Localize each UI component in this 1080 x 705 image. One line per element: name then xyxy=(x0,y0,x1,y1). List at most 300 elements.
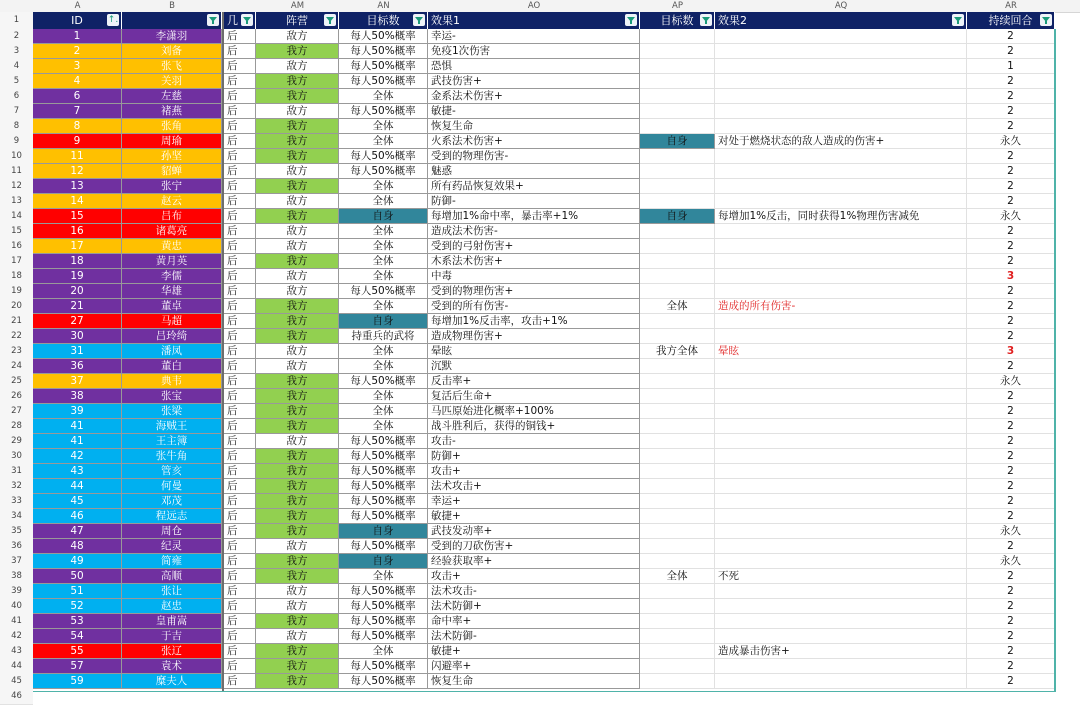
cell-target-count-2[interactable] xyxy=(640,494,715,509)
row-number[interactable]: 35 xyxy=(0,524,33,540)
cell-camp[interactable]: 敌方 xyxy=(256,29,339,44)
cell-hidden-col[interactable]: 后 xyxy=(224,644,256,659)
cell-id[interactable]: 39 xyxy=(33,404,122,419)
cell-name[interactable]: 貂蝉 xyxy=(122,164,222,179)
cell-target-count[interactable]: 全体 xyxy=(339,224,428,239)
cell-target-count[interactable]: 全体 xyxy=(339,404,428,419)
cell-effect1[interactable]: 恢复生命 xyxy=(428,119,640,134)
cell-effect2[interactable] xyxy=(715,89,967,104)
cell-effect2[interactable] xyxy=(715,404,967,419)
cell-id[interactable]: 8 xyxy=(33,119,122,134)
row-number[interactable]: 28 xyxy=(0,419,33,435)
cell-target-count[interactable]: 每人50%概率 xyxy=(339,539,428,554)
cell-target-count[interactable]: 自身 xyxy=(339,209,428,224)
row-number[interactable]: 23 xyxy=(0,344,33,360)
cell-hidden-col[interactable]: 后 xyxy=(224,464,256,479)
cell-id[interactable]: 55 xyxy=(33,644,122,659)
col-letter-ap[interactable]: AP xyxy=(672,1,683,11)
cell-hidden-col[interactable]: 后 xyxy=(224,89,256,104)
cell-name[interactable]: 李儒 xyxy=(122,269,222,284)
cell-target-count-2[interactable] xyxy=(640,239,715,254)
cell-duration[interactable]: 3 xyxy=(967,269,1055,284)
cell-target-count-2[interactable]: 我方全体 xyxy=(640,344,715,359)
cell-target-count[interactable]: 全体 xyxy=(339,419,428,434)
cell-effect1[interactable]: 魅惑 xyxy=(428,164,640,179)
cell-name[interactable]: 刘备 xyxy=(122,44,222,59)
cell-effect1[interactable]: 沉默 xyxy=(428,359,640,374)
cell-hidden-col[interactable]: 后 xyxy=(224,224,256,239)
cell-duration[interactable]: 2 xyxy=(967,419,1055,434)
cell-duration[interactable]: 2 xyxy=(967,479,1055,494)
cell-target-count-2[interactable]: 自身 xyxy=(640,209,715,224)
cell-name[interactable]: 董白 xyxy=(122,359,222,374)
col-letter-b[interactable]: B xyxy=(169,1,175,11)
cell-duration[interactable]: 2 xyxy=(967,404,1055,419)
cell-name[interactable]: 张飞 xyxy=(122,59,222,74)
cell-effect1[interactable]: 幸运+ xyxy=(428,494,640,509)
cell-hidden-col[interactable]: 后 xyxy=(224,449,256,464)
cell-effect2[interactable] xyxy=(715,59,967,74)
cell-effect2[interactable] xyxy=(715,374,967,389)
cell-camp[interactable]: 我方 xyxy=(256,329,339,344)
cell-effect1[interactable]: 金系法术伤害+ xyxy=(428,89,640,104)
cell-effect1[interactable]: 恢复生命 xyxy=(428,674,640,689)
cell-target-count[interactable]: 全体 xyxy=(339,239,428,254)
cell-hidden-col[interactable]: 后 xyxy=(224,509,256,524)
cell-duration[interactable]: 2 xyxy=(967,584,1055,599)
row-number[interactable]: 27 xyxy=(0,404,33,420)
cell-target-count[interactable]: 每人50%概率 xyxy=(339,464,428,479)
cell-id[interactable]: 1 xyxy=(33,29,122,44)
cell-effect2[interactable] xyxy=(715,389,967,404)
cell-camp[interactable]: 我方 xyxy=(256,464,339,479)
cell-duration[interactable]: 2 xyxy=(967,659,1055,674)
cell-name[interactable]: 潘凤 xyxy=(122,344,222,359)
cell-camp[interactable]: 敌方 xyxy=(256,629,339,644)
header-camp[interactable] xyxy=(256,12,339,29)
cell-effect1[interactable]: 免疫1次伤害 xyxy=(428,44,640,59)
cell-effect2[interactable] xyxy=(715,74,967,89)
cell-effect2[interactable]: 造成的所有伤害- xyxy=(715,299,967,314)
cell-camp[interactable]: 我方 xyxy=(256,479,339,494)
cell-target-count-2[interactable] xyxy=(640,269,715,284)
cell-effect2[interactable] xyxy=(715,449,967,464)
cell-target-count-2[interactable] xyxy=(640,164,715,179)
cell-duration[interactable]: 永久 xyxy=(967,524,1055,539)
cell-target-count[interactable]: 每人50%概率 xyxy=(339,449,428,464)
cell-target-count-2[interactable] xyxy=(640,464,715,479)
cell-effect1[interactable]: 幸运- xyxy=(428,29,640,44)
cell-hidden-col[interactable]: 后 xyxy=(224,569,256,584)
header-b[interactable] xyxy=(122,12,222,29)
cell-effect2[interactable] xyxy=(715,494,967,509)
cell-id[interactable]: 36 xyxy=(33,359,122,374)
cell-effect2[interactable] xyxy=(715,419,967,434)
cell-target-count-2[interactable] xyxy=(640,284,715,299)
cell-duration[interactable]: 2 xyxy=(967,539,1055,554)
cell-camp[interactable]: 我方 xyxy=(256,89,339,104)
cell-duration[interactable]: 2 xyxy=(967,494,1055,509)
cell-camp[interactable]: 我方 xyxy=(256,659,339,674)
header-target-count-2[interactable] xyxy=(640,12,715,29)
cell-id[interactable]: 6 xyxy=(33,89,122,104)
cell-name[interactable]: 张宁 xyxy=(122,179,222,194)
cell-target-count[interactable]: 每人50%概率 xyxy=(339,149,428,164)
cell-id[interactable]: 27 xyxy=(33,314,122,329)
cell-duration[interactable]: 2 xyxy=(967,149,1055,164)
cell-target-count-2[interactable]: 全体 xyxy=(640,569,715,584)
cell-hidden-col[interactable]: 后 xyxy=(224,374,256,389)
cell-target-count[interactable]: 持重兵的武将 xyxy=(339,329,428,344)
cell-effect2[interactable] xyxy=(715,224,967,239)
col-letter-ar[interactable]: AR xyxy=(1005,1,1017,11)
cell-camp[interactable]: 我方 xyxy=(256,134,339,149)
cell-hidden-col[interactable]: 后 xyxy=(224,539,256,554)
cell-name[interactable]: 糜夫人 xyxy=(122,674,222,689)
row-number[interactable]: 6 xyxy=(0,89,33,105)
header-id[interactable] xyxy=(33,12,122,29)
cell-target-count[interactable]: 全体 xyxy=(339,134,428,149)
cell-hidden-col[interactable]: 后 xyxy=(224,674,256,689)
cell-name[interactable]: 孙坚 xyxy=(122,149,222,164)
cell-effect1[interactable]: 恐惧 xyxy=(428,59,640,74)
cell-duration[interactable]: 2 xyxy=(967,29,1055,44)
cell-effect1[interactable]: 受到的物理伤害- xyxy=(428,149,640,164)
cell-id[interactable]: 31 xyxy=(33,344,122,359)
cell-effect1[interactable]: 受到的所有伤害- xyxy=(428,299,640,314)
cell-target-count-2[interactable] xyxy=(640,644,715,659)
cell-duration[interactable]: 2 xyxy=(967,104,1055,119)
row-number[interactable]: 43 xyxy=(0,644,33,660)
cell-id[interactable]: 42 xyxy=(33,449,122,464)
cell-effect2[interactable]: 每增加1%反击，同时获得1%物理伤害减免 xyxy=(715,209,967,224)
cell-duration[interactable]: 2 xyxy=(967,359,1055,374)
cell-id[interactable]: 21 xyxy=(33,299,122,314)
cell-target-count-2[interactable] xyxy=(640,314,715,329)
cell-name[interactable]: 典韦 xyxy=(122,374,222,389)
cell-name[interactable]: 董卓 xyxy=(122,299,222,314)
row-number[interactable]: 40 xyxy=(0,599,33,615)
cell-effect2[interactable] xyxy=(715,539,967,554)
cell-effect1[interactable]: 火系法术伤害+ xyxy=(428,134,640,149)
cell-target-count-2[interactable] xyxy=(640,659,715,674)
cell-duration[interactable]: 2 xyxy=(967,299,1055,314)
cell-name[interactable]: 黄月英 xyxy=(122,254,222,269)
row-number[interactable]: 14 xyxy=(0,209,33,225)
cell-camp[interactable]: 敌方 xyxy=(256,269,339,284)
cell-target-count[interactable]: 全体 xyxy=(339,269,428,284)
cell-target-count[interactable]: 自身 xyxy=(339,314,428,329)
cell-duration[interactable]: 3 xyxy=(967,344,1055,359)
cell-target-count[interactable]: 每人50%概率 xyxy=(339,434,428,449)
col-letter-a[interactable]: A xyxy=(74,1,81,11)
cell-name[interactable]: 皇甫嵩 xyxy=(122,614,222,629)
row-number[interactable]: 16 xyxy=(0,239,33,255)
cell-name[interactable]: 张辽 xyxy=(122,644,222,659)
cell-duration[interactable]: 2 xyxy=(967,164,1055,179)
cell-target-count-2[interactable] xyxy=(640,254,715,269)
cell-target-count[interactable]: 全体 xyxy=(339,644,428,659)
cell-id[interactable]: 2 xyxy=(33,44,122,59)
cell-hidden-col[interactable]: 后 xyxy=(224,209,256,224)
cell-effect2[interactable] xyxy=(715,254,967,269)
cell-id[interactable]: 19 xyxy=(33,269,122,284)
cell-duration[interactable]: 永久 xyxy=(967,554,1055,569)
cell-camp[interactable]: 我方 xyxy=(256,449,339,464)
cell-id[interactable]: 50 xyxy=(33,569,122,584)
cell-effect1[interactable]: 防御+ xyxy=(428,449,640,464)
cell-id[interactable]: 44 xyxy=(33,479,122,494)
row-number[interactable]: 13 xyxy=(0,194,33,210)
cell-camp[interactable]: 敌方 xyxy=(256,224,339,239)
row-number[interactable]: 45 xyxy=(0,674,33,690)
cell-duration[interactable]: 2 xyxy=(967,434,1055,449)
cell-duration[interactable]: 2 xyxy=(967,284,1055,299)
cell-duration[interactable]: 永久 xyxy=(967,374,1055,389)
cell-name[interactable]: 纪灵 xyxy=(122,539,222,554)
cell-effect2[interactable] xyxy=(715,194,967,209)
cell-effect1[interactable]: 命中率+ xyxy=(428,614,640,629)
cell-id[interactable]: 54 xyxy=(33,629,122,644)
cell-effect2[interactable] xyxy=(715,599,967,614)
cell-name[interactable]: 周瑜 xyxy=(122,134,222,149)
cell-hidden-col[interactable]: 后 xyxy=(224,74,256,89)
row-number[interactable]: 5 xyxy=(0,74,33,90)
cell-target-count-2[interactable] xyxy=(640,479,715,494)
cell-target-count[interactable]: 全体 xyxy=(339,194,428,209)
cell-id[interactable]: 30 xyxy=(33,329,122,344)
cell-hidden-col[interactable]: 后 xyxy=(224,44,256,59)
row-number[interactable]: 4 xyxy=(0,59,33,75)
cell-hidden-col[interactable]: 后 xyxy=(224,389,256,404)
cell-effect1[interactable]: 武技发动率+ xyxy=(428,524,640,539)
cell-target-count[interactable]: 每人50%概率 xyxy=(339,479,428,494)
cell-target-count-2[interactable] xyxy=(640,89,715,104)
cell-target-count[interactable]: 自身 xyxy=(339,524,428,539)
cell-name[interactable]: 张梁 xyxy=(122,404,222,419)
cell-hidden-col[interactable]: 后 xyxy=(224,119,256,134)
cell-target-count-2[interactable] xyxy=(640,434,715,449)
row-number[interactable]: 36 xyxy=(0,539,33,555)
cell-hidden-col[interactable]: 后 xyxy=(224,479,256,494)
cell-target-count[interactable]: 全体 xyxy=(339,344,428,359)
cell-id[interactable]: 57 xyxy=(33,659,122,674)
cell-camp[interactable]: 我方 xyxy=(256,299,339,314)
cell-target-count-2[interactable] xyxy=(640,44,715,59)
cell-name[interactable]: 海贼王 xyxy=(122,419,222,434)
filter-icon[interactable] xyxy=(241,14,253,26)
cell-duration[interactable]: 永久 xyxy=(967,134,1055,149)
cell-id[interactable]: 51 xyxy=(33,584,122,599)
cell-effect1[interactable]: 反击率+ xyxy=(428,374,640,389)
row-number[interactable]: 33 xyxy=(0,494,33,510)
filter-icon[interactable] xyxy=(324,14,336,26)
cell-camp[interactable]: 我方 xyxy=(256,254,339,269)
filter-icon[interactable] xyxy=(1040,14,1052,26)
cell-duration[interactable]: 2 xyxy=(967,569,1055,584)
cell-target-count-2[interactable] xyxy=(640,119,715,134)
cell-duration[interactable]: 永久 xyxy=(967,209,1055,224)
cell-target-count-2[interactable] xyxy=(640,59,715,74)
cell-effect1[interactable]: 法术攻击+ xyxy=(428,479,640,494)
cell-name[interactable]: 李潇羽 xyxy=(122,29,222,44)
row-number[interactable]: 21 xyxy=(0,314,33,330)
cell-effect1[interactable]: 法术防御+ xyxy=(428,599,640,614)
cell-effect1[interactable]: 中毒 xyxy=(428,269,640,284)
cell-target-count[interactable]: 每人50%概率 xyxy=(339,74,428,89)
cell-hidden-col[interactable]: 后 xyxy=(224,179,256,194)
cell-effect1[interactable]: 攻击- xyxy=(428,434,640,449)
cell-effect1[interactable]: 法术防御- xyxy=(428,629,640,644)
cell-target-count[interactable]: 每人50%概率 xyxy=(339,509,428,524)
cell-camp[interactable]: 敌方 xyxy=(256,104,339,119)
cell-target-count-2[interactable] xyxy=(640,629,715,644)
cell-id[interactable]: 45 xyxy=(33,494,122,509)
cell-camp[interactable]: 我方 xyxy=(256,389,339,404)
cell-effect2[interactable] xyxy=(715,44,967,59)
cell-hidden-col[interactable]: 后 xyxy=(224,194,256,209)
col-letter-aq[interactable]: AQ xyxy=(834,1,848,11)
cell-effect2[interactable] xyxy=(715,269,967,284)
row-number[interactable]: 2 xyxy=(0,29,33,45)
cell-camp[interactable]: 敌方 xyxy=(256,539,339,554)
cell-effect1[interactable]: 复活后生命+ xyxy=(428,389,640,404)
row-number[interactable]: 42 xyxy=(0,629,33,645)
cell-hidden-col[interactable]: 后 xyxy=(224,269,256,284)
cell-target-count[interactable]: 每人50%概率 xyxy=(339,284,428,299)
cell-target-count[interactable]: 每人50%概率 xyxy=(339,614,428,629)
cell-effect2[interactable] xyxy=(715,524,967,539)
cell-camp[interactable]: 敌方 xyxy=(256,344,339,359)
filter-icon[interactable] xyxy=(625,14,637,26)
cell-effect1[interactable]: 木系法术伤害+ xyxy=(428,254,640,269)
cell-hidden-col[interactable]: 后 xyxy=(224,329,256,344)
cell-target-count-2[interactable] xyxy=(640,359,715,374)
cell-effect2[interactable]: 不死 xyxy=(715,569,967,584)
cell-id[interactable]: 47 xyxy=(33,524,122,539)
cell-target-count-2[interactable] xyxy=(640,104,715,119)
cell-duration[interactable]: 2 xyxy=(967,314,1055,329)
cell-hidden-col[interactable]: 后 xyxy=(224,524,256,539)
cell-id[interactable]: 11 xyxy=(33,149,122,164)
cell-camp[interactable]: 我方 xyxy=(256,494,339,509)
cell-effect1[interactable]: 所有药品恢复效果+ xyxy=(428,179,640,194)
cell-camp[interactable]: 敌方 xyxy=(256,194,339,209)
cell-id[interactable]: 18 xyxy=(33,254,122,269)
cell-name[interactable]: 何曼 xyxy=(122,479,222,494)
cell-hidden-col[interactable]: 后 xyxy=(224,659,256,674)
cell-effect2[interactable] xyxy=(715,359,967,374)
cell-name[interactable]: 袁术 xyxy=(122,659,222,674)
cell-camp[interactable]: 敌方 xyxy=(256,59,339,74)
cell-target-count[interactable]: 每人50%概率 xyxy=(339,29,428,44)
cell-camp[interactable]: 我方 xyxy=(256,74,339,89)
cell-camp[interactable]: 我方 xyxy=(256,314,339,329)
row-number[interactable]: 12 xyxy=(0,179,33,195)
cell-effect1[interactable]: 造成法术伤害- xyxy=(428,224,640,239)
cell-hidden-col[interactable]: 后 xyxy=(224,614,256,629)
cell-hidden-col[interactable]: 后 xyxy=(224,584,256,599)
cell-id[interactable]: 49 xyxy=(33,554,122,569)
cell-duration[interactable]: 2 xyxy=(967,329,1055,344)
cell-id[interactable]: 17 xyxy=(33,239,122,254)
cell-effect1[interactable]: 每增加1%反击率，攻击+1% xyxy=(428,314,640,329)
row-number[interactable]: 39 xyxy=(0,584,33,600)
row-number[interactable]: 38 xyxy=(0,569,33,585)
row-number[interactable]: 9 xyxy=(0,134,33,150)
cell-name[interactable]: 马超 xyxy=(122,314,222,329)
cell-hidden-col[interactable]: 后 xyxy=(224,419,256,434)
cell-target-count[interactable]: 全体 xyxy=(339,254,428,269)
cell-id[interactable]: 53 xyxy=(33,614,122,629)
cell-target-count[interactable]: 自身 xyxy=(339,554,428,569)
filter-icon[interactable] xyxy=(952,14,964,26)
cell-hidden-col[interactable]: 后 xyxy=(224,59,256,74)
cell-target-count-2[interactable] xyxy=(640,419,715,434)
cell-target-count[interactable]: 全体 xyxy=(339,179,428,194)
cell-duration[interactable]: 2 xyxy=(967,179,1055,194)
filter-icon[interactable] xyxy=(413,14,425,26)
cell-effect1[interactable]: 敏捷- xyxy=(428,104,640,119)
cell-target-count[interactable]: 全体 xyxy=(339,359,428,374)
cell-target-count-2[interactable] xyxy=(640,614,715,629)
cell-id[interactable]: 9 xyxy=(33,134,122,149)
cell-effect1[interactable]: 每增加1%命中率，暴击率+1% xyxy=(428,209,640,224)
cell-name[interactable]: 褚燕 xyxy=(122,104,222,119)
cell-name[interactable]: 程远志 xyxy=(122,509,222,524)
cell-duration[interactable]: 2 xyxy=(967,599,1055,614)
filter-icon[interactable] xyxy=(700,14,712,26)
row-number[interactable]: 8 xyxy=(0,119,33,135)
cell-name[interactable]: 左慈 xyxy=(122,89,222,104)
cell-name[interactable]: 张宝 xyxy=(122,389,222,404)
cell-effect2[interactable] xyxy=(715,164,967,179)
header-duration[interactable] xyxy=(967,12,1055,29)
cell-effect1[interactable]: 防御- xyxy=(428,194,640,209)
cell-effect1[interactable]: 攻击+ xyxy=(428,569,640,584)
cell-target-count-2[interactable] xyxy=(640,329,715,344)
cell-hidden-col[interactable]: 后 xyxy=(224,359,256,374)
cell-target-count[interactable]: 全体 xyxy=(339,119,428,134)
cell-id[interactable]: 14 xyxy=(33,194,122,209)
col-letter-am[interactable]: AM xyxy=(290,1,305,11)
row-number[interactable]: 19 xyxy=(0,284,33,300)
cell-id[interactable]: 20 xyxy=(33,284,122,299)
row-number[interactable]: 10 xyxy=(0,149,33,165)
row-number[interactable]: 41 xyxy=(0,614,33,630)
cell-id[interactable]: 37 xyxy=(33,374,122,389)
header-hidden-col[interactable] xyxy=(224,12,256,29)
row-number[interactable]: 7 xyxy=(0,104,33,120)
row-number[interactable]: 31 xyxy=(0,464,33,480)
row-number[interactable]: 44 xyxy=(0,659,33,675)
row-number[interactable]: 18 xyxy=(0,269,33,285)
cell-effect1[interactable]: 攻击+ xyxy=(428,464,640,479)
cell-camp[interactable]: 我方 xyxy=(256,524,339,539)
cell-target-count[interactable]: 全体 xyxy=(339,89,428,104)
cell-camp[interactable]: 敌方 xyxy=(256,434,339,449)
cell-camp[interactable]: 我方 xyxy=(256,644,339,659)
cell-effect2[interactable] xyxy=(715,239,967,254)
row-number[interactable]: 24 xyxy=(0,359,33,375)
cell-effect2[interactable] xyxy=(715,659,967,674)
cell-camp[interactable]: 敌方 xyxy=(256,584,339,599)
cell-name[interactable]: 高顺 xyxy=(122,569,222,584)
cell-id[interactable]: 15 xyxy=(33,209,122,224)
cell-id[interactable]: 4 xyxy=(33,74,122,89)
cell-target-count-2[interactable] xyxy=(640,554,715,569)
cell-effect1[interactable]: 敏捷+ xyxy=(428,644,640,659)
